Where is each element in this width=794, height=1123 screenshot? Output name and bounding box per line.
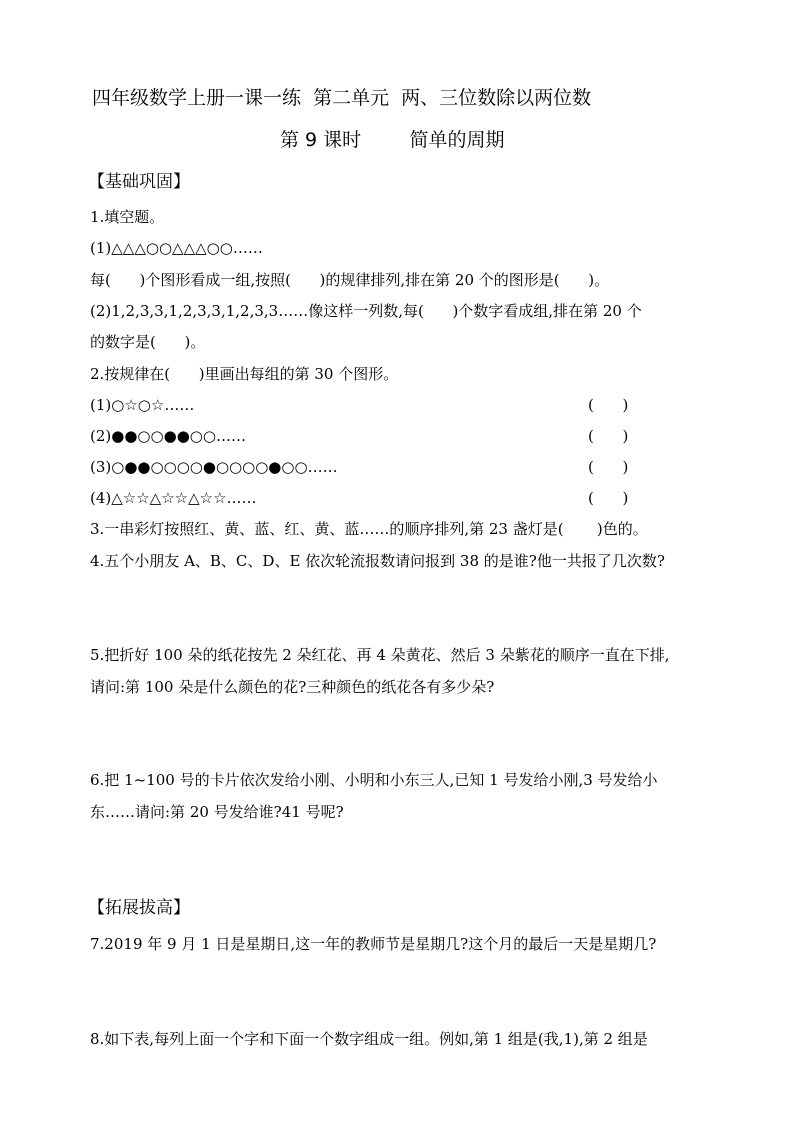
- q2-item-3-answer-blank[interactable]: ( ): [588, 458, 629, 476]
- q5-line2: 请问:第 100 朵是什么颜色的花?三种颜色的纸花各有多少朵?: [90, 678, 495, 696]
- q1-part1-sequence: (1)△△△○○△△△○○……: [90, 239, 263, 257]
- q2-heading: 2.按规律在( )里画出每组的第 30 个图形。: [90, 365, 399, 383]
- q2-item-4-answer-blank[interactable]: ( ): [588, 489, 629, 507]
- q1-part1-text: 每( )个图形看成一组,按照( )的规律排列,排在第 20 个的图形是( )。: [90, 271, 610, 289]
- q6-line2: 东……请问:第 20 号发给谁?41 号呢?: [90, 803, 344, 821]
- q3-text: 3.一串彩灯按照红、黄、蓝、红、黄、蓝……的顺序排列,第 23 盏灯是( )色的。: [90, 520, 648, 538]
- q2-item-1-sequence: (1)○☆○☆……: [90, 396, 195, 414]
- q2-item-1-answer-blank[interactable]: ( ): [588, 396, 629, 414]
- q2-item-4-sequence: (4)△☆☆△☆☆△☆☆……: [90, 489, 257, 507]
- q6-line1: 6.把 1~100 号的卡片依次发给小刚、小明和小东三人,已知 1 号发给小刚,3 号发给小: [90, 771, 658, 789]
- lesson-subtitle: 第 9 课时 简单的周期: [280, 129, 505, 151]
- section-extend-heading: 【拓展拔高】: [88, 898, 190, 918]
- q8-text: 8.如下表,每列上面一个字和下面一个数字组成一组。例如,第 1 组是(我,1),第 2 组是: [90, 1030, 648, 1048]
- section-basic-heading: 【基础巩固】: [88, 172, 190, 192]
- q7-text: 7.2019 年 9 月 1 日是星期日,这一年的教师节是星期几?这个月的最后一天是星期几?: [90, 935, 657, 953]
- q1-part2-line2: 的数字是( )。: [90, 333, 206, 351]
- q1-heading: 1.填空题。: [90, 208, 165, 226]
- q1-part2-line1: (2)1,2,3,3,1,2,3,3,1,2,3,3……像这样一列数,每( )个数字看成组,排在第 20 个: [90, 302, 642, 320]
- page-title: 四年级数学上册一课一练 第二单元 两、三位数除以两位数: [92, 87, 592, 109]
- q5-line1: 5.把折好 100 朵的纸花按先 2 朵红花、再 4 朵黄花、然后 3 朵紫花的顺序一直在下排,: [90, 646, 670, 664]
- q4-text: 4.五个小朋友 A、B、C、D、E 依次轮流报数请问报到 38 的是谁?他一共报了几次数?: [90, 552, 665, 570]
- q2-item-3-sequence: (3)○●●○○○○●○○○○●○○……: [90, 458, 338, 476]
- q2-item-2-answer-blank[interactable]: ( ): [588, 427, 629, 445]
- q2-item-2-sequence: (2)●●○○●●○○……: [90, 427, 246, 445]
